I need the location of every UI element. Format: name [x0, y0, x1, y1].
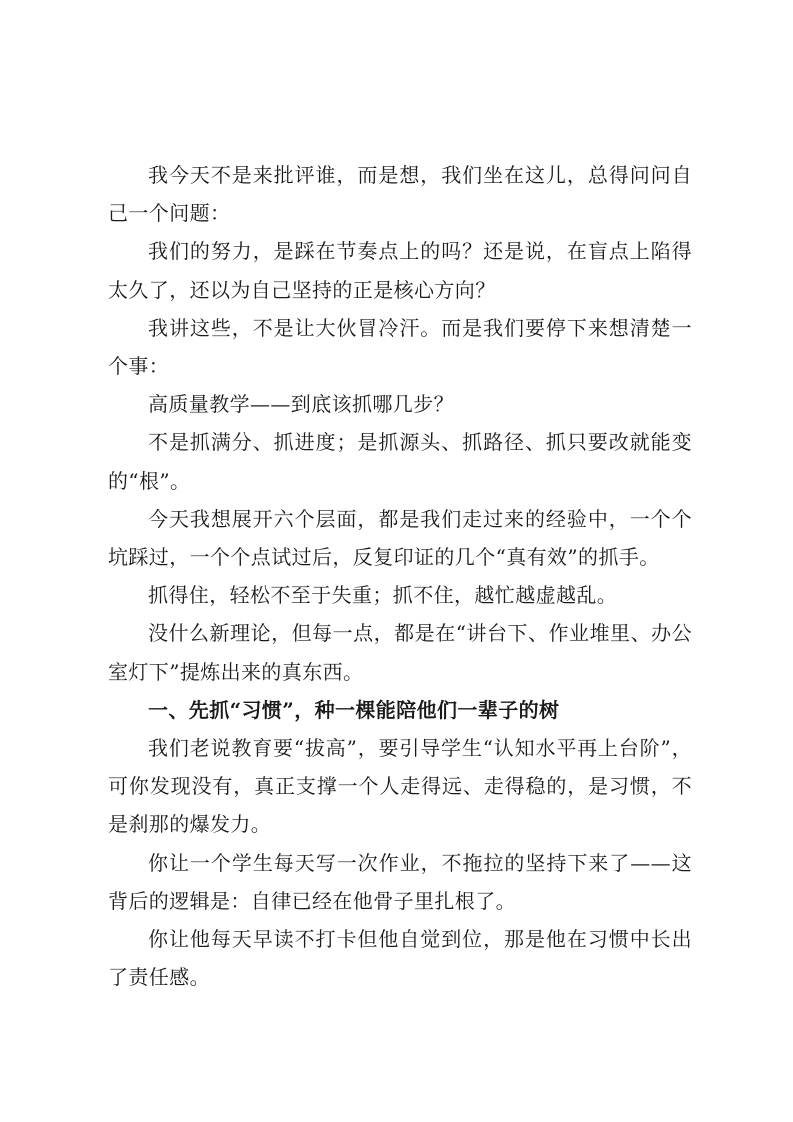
paragraph: 我们的努力，是踩在节奏点上的吗？还是说，在盲点上陷得太久了，还以为自己坚持的正是核心方向？: [108, 239, 692, 302]
paragraph: 今天我想展开六个层面，都是我们走过来的经验中，一个个坑踩过，一个个点试过后，反复印证的几个“真有效”的抓手。: [108, 506, 692, 570]
paragraph: 我今天不是来批评谁，而是想，我们坐在这儿，总得问问自己一个问题：: [108, 163, 692, 226]
paragraph: 你让一个学生每天写一次作业，不拖拉的坚持下来了——这背后的逻辑是：自律已经在他骨子里扎根了。: [108, 850, 692, 913]
paragraph: 高质量教学——到底该抓哪几步？: [148, 392, 454, 417]
paragraph: 没什么新理论，但每一点，都是在“讲台下、作业堆里、办公室灯下”提炼出来的真东西。: [108, 621, 692, 684]
paragraph: 不是抓满分、抓进度；是抓源头、抓路径、抓只要改就能变的“根”。: [108, 430, 692, 493]
paragraph: 抓得住，轻松不至于失重；抓不住，越忙越虚越乱。: [148, 583, 618, 608]
section-heading: 一、先抓“习惯”，种一棵能陪他们一辈子的树: [148, 697, 560, 722]
document-body: [108, 156, 692, 996]
paragraph: 我讲这些，不是让大伙冒冷汗。而是我们要停下来想清楚一个事：: [108, 315, 692, 379]
paragraph: 我们老说教育要“拔高”，要引导学生“认知水平再上台阶”，可你发现没有，真正支撑一个人走得远、走得稳的，是习惯，不是刹那的爆发力。: [108, 736, 692, 837]
paragraph: 你让他每天早读不打卡但他自觉到位，那是他在习惯中长出了责任感。: [108, 927, 692, 990]
